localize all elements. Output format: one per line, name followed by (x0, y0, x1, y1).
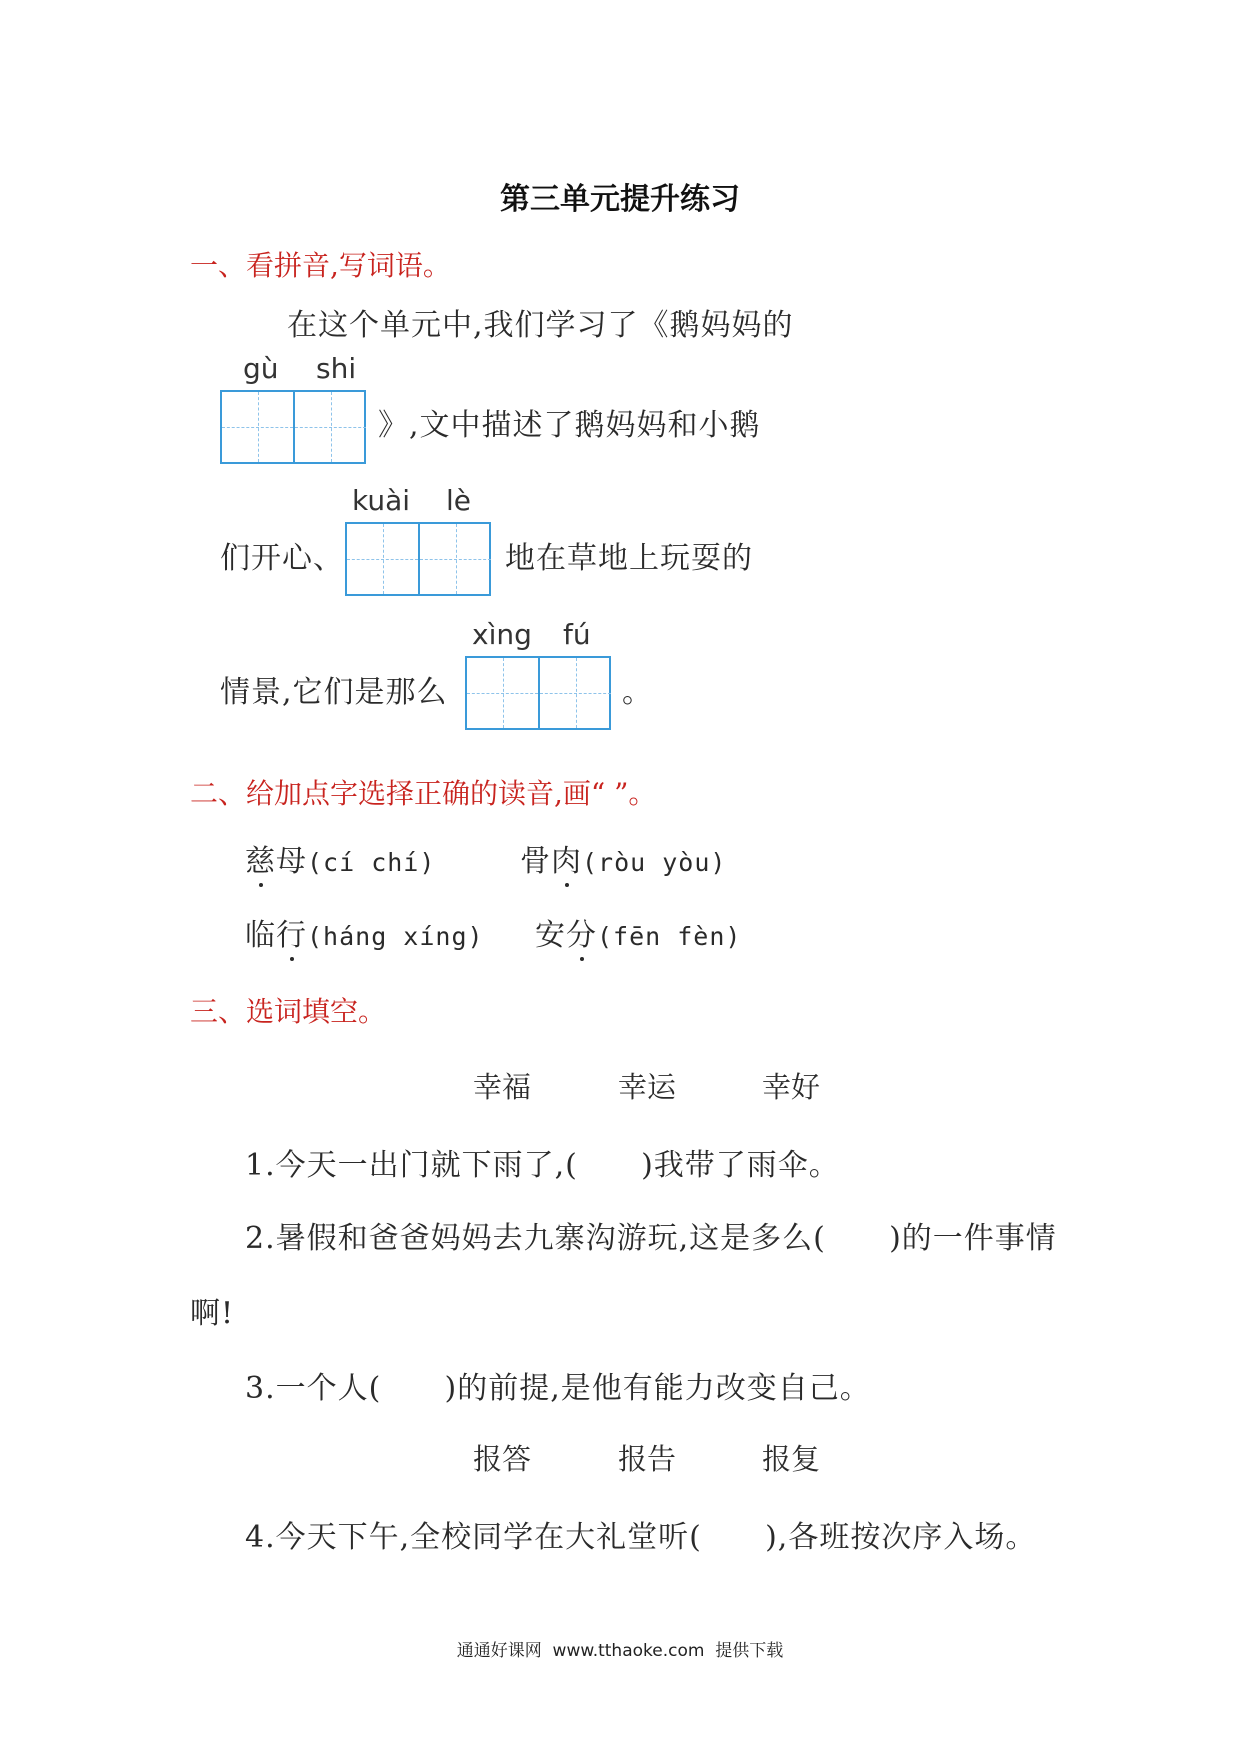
question-1: 1.今天一出门就下雨了,( )我带了雨伞。 (245, 1148, 840, 1183)
answer-cell[interactable] (467, 658, 540, 728)
pinyin-2b: lè (446, 484, 472, 517)
answer-cell[interactable] (222, 392, 295, 462)
section1-line1: 在这个单元中,我们学习了《鹅妈妈的 (287, 308, 794, 343)
section2-heading: 二、给加点字选择正确的读音,画“ ”。 (190, 777, 657, 810)
answer-box-2[interactable] (345, 522, 491, 596)
reading-options[interactable]: (fēn fèn) (597, 922, 742, 951)
reading-item-1: 慈母(cí chí) (245, 836, 435, 880)
answer-cell[interactable] (540, 658, 611, 728)
section1-line3-before: 们开心、 (220, 541, 344, 576)
section1-line4-before: 情景,它们是那么 (220, 675, 448, 710)
word-choice-5: 报告 (618, 1442, 677, 1476)
section1-line3-after: 地在草地上玩耍的 (505, 541, 753, 576)
word-choice-4: 报答 (473, 1442, 532, 1476)
dotted-char: 行 (276, 910, 307, 954)
word-choice-1: 幸福 (473, 1070, 532, 1104)
word-choice-6: 报复 (762, 1442, 821, 1476)
reading-options[interactable]: (cí chí) (307, 848, 436, 877)
reading-item-3: 临行(háng xíng) (245, 910, 484, 954)
question-2-line1: 2.暑假和爸爸妈妈去九寨沟游玩,这是多么( )的一件事情 (245, 1221, 1057, 1256)
pinyin-1b: shi (316, 352, 357, 385)
dotted-char: 肉 (551, 836, 582, 880)
word-choice-2: 幸运 (618, 1070, 677, 1104)
answer-cell[interactable] (420, 524, 491, 594)
reading-item-2: 骨肉(ròu yòu) (520, 836, 726, 880)
reading-options[interactable]: (ròu yòu) (582, 848, 727, 877)
section3-heading: 三、选词填空。 (190, 995, 387, 1028)
reading-options[interactable]: (háng xíng) (307, 922, 484, 951)
section1-heading: 一、看拼音,写词语。 (190, 249, 451, 282)
pinyin-3b: fú (563, 618, 591, 651)
question-4: 4.今天下午,全校同学在大礼堂听( ),各班按次序入场。 (245, 1520, 1037, 1555)
footer-credit: 通通好课网 www.tthaoke.com 提供下载 (456, 1641, 784, 1661)
answer-cell[interactable] (295, 392, 366, 462)
pinyin-1a: gù (243, 352, 279, 385)
pinyin-3a: xìng (472, 618, 532, 651)
question-3: 3.一个人( )的前提,是他有能力改变自己。 (245, 1371, 871, 1406)
dotted-char: 慈 (245, 836, 276, 880)
pinyin-2a: kuài (352, 484, 411, 517)
section1-line2: 》,文中描述了鹅妈妈和小鹅 (378, 408, 761, 443)
answer-cell[interactable] (347, 524, 420, 594)
answer-box-3[interactable] (465, 656, 611, 730)
section1-line4-after: 。 (622, 675, 653, 710)
answer-box-1[interactable] (220, 390, 366, 464)
page-title: 第三单元提升练习 (500, 182, 740, 217)
reading-item-4: 安分(fēn fèn) (535, 910, 741, 954)
word-choice-3: 幸好 (762, 1070, 821, 1104)
dotted-char: 分 (566, 910, 597, 954)
question-2-line2: 啊! (190, 1296, 235, 1331)
